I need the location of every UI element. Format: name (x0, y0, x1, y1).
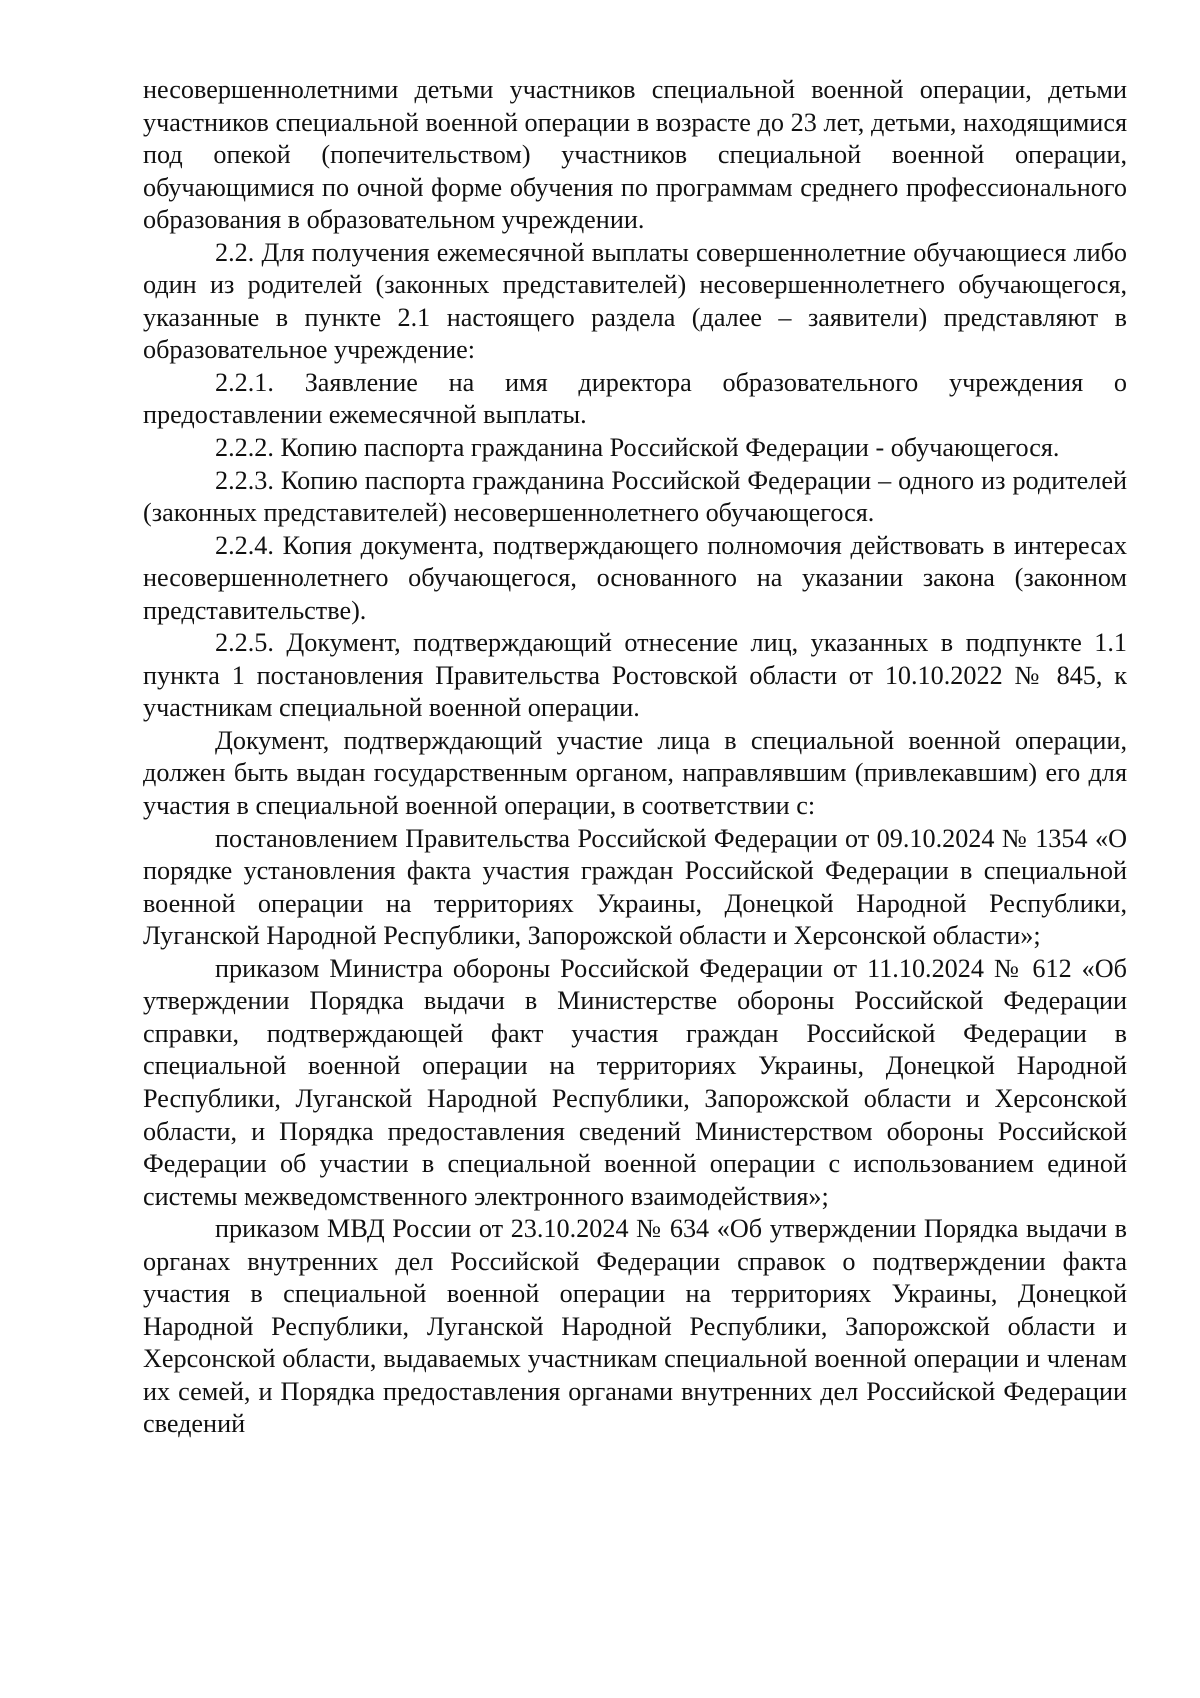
paragraph-defense-ministry-order: приказом Министра обороны Российской Федерации от 11.10.2024 № 612 «Об утверждении Порядка выдачи в Министерстве обороны Российской Федерации справки, подтверждающей факт участия граждан Российской Федерации в специальной военной операции на территориях Украины, Донецкой Народной Республики, Луганской Народной Республики, Запорожской области и Херсонской области, и Порядка предоставления сведений Министерством обороны Российской Федерации об участии в специальной военной операции с использованием единой системы межведомственного электронного взаимодействия»; (143, 953, 1127, 1211)
paragraph-mvd-order: приказом МВД России от 23.10.2024 № 634 «Об утверждении Порядка выдачи в органах внутренних дел Российской Федерации справок о подтверждении факта участия в специальной военной операции на территориях Украины, Донецкой Народной Республики, Луганской Народной Республики, Запорожской области и Херсонской области, выдаваемых участникам специальной военной операции и членам их семей, и Порядка предоставления органами внутренних дел Российской Федерации сведений (143, 1214, 1127, 1439)
paragraph-2-2-1: 2.2.1. Заявление на имя директора образовательного учреждения о предоставлении ежемесячной выплаты. (143, 367, 1127, 430)
paragraph-2-2-3: 2.2.3. Копию паспорта гражданина Российской Федерации – одного из родителей (законных представителей) несовершеннолетнего обучающегося. (143, 465, 1127, 528)
paragraph-2-2-2: 2.2.2. Копию паспорта гражданина Российской Федерации - обучающегося. (215, 433, 1060, 463)
paragraph-2-2-5: 2.2.5. Документ, подтверждающий отнесение лиц, указанных в подпункте 1.1 пункта 1 постановления Правительства Ростовской области от 10.10.2022 № 845, к участникам специальной военной операции. (143, 628, 1127, 723)
paragraph-intro: несовершеннолетними детьми участников специальной военной операции, детьми участников специальной военной операции в возрасте до 23 лет, детьми, находящимися под опекой (попечительством) участников специальной военной операции, обучающимися по очной форме обучения по программам среднего профессионального образования в образовательном учреждении. (143, 75, 1127, 235)
document-body (143, 74, 1127, 1441)
paragraph-document-requirement: Документ, подтверждающий участие лица в специальной военной операции, должен быть выдан государственным органом, направлявшим (привлекавшим) его для участия в специальной военной операции, в соответствии с: (143, 725, 1127, 821)
paragraph-2-2-4: 2.2.4. Копия документа, подтверждающего полномочия действовать в интересах несовершеннолетнего обучающегося, основанного на указании закона (законном представительстве). (143, 530, 1127, 625)
paragraph-government-decree: постановлением Правительства Российской Федерации от 09.10.2024 № 1354 «О порядке установления факта участия граждан Российской Федерации в специальной военной операции на территориях Украины, Донецкой Народной Республики, Луганской Народной Республики, Запорожской области и Херсонской области»; (143, 823, 1127, 951)
paragraph-2-2: 2.2. Для получения ежемесячной выплаты совершеннолетние обучающиеся либо один из родителей (законных представителей) несовершеннолетнего обучающегося, указанные в пункте 2.1 настоящего раздела (далее – заявители) представляют в образовательное учреждение: (143, 237, 1127, 365)
